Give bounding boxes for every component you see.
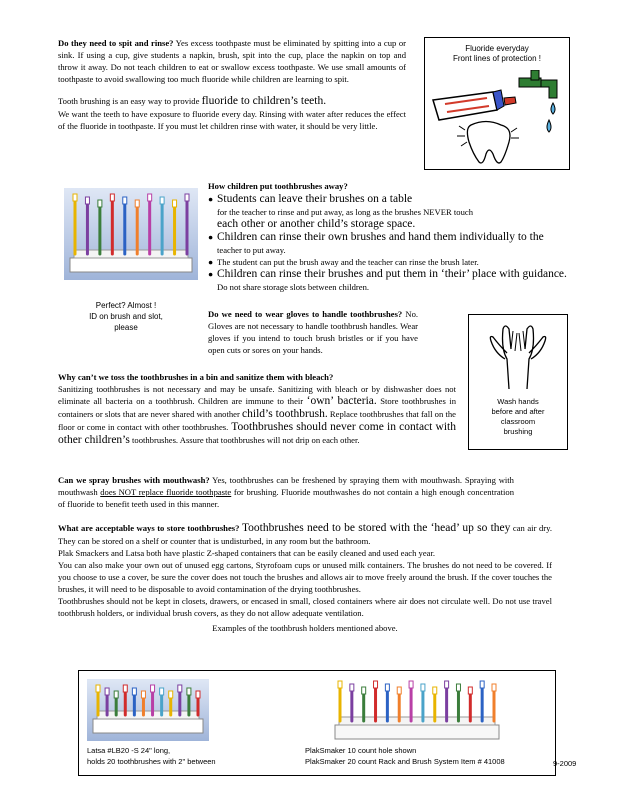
- q4-text-c: Store toothbrushes in containers or slots that are never shared with another: [58, 396, 456, 419]
- q2-bullet-4: ● Children can rinse their brushes and put them in ‘their’ place with guidance. Do not share storage slots between children.: [208, 268, 567, 292]
- caption-perfect: [66, 300, 186, 333]
- toothbrush-head: [480, 681, 484, 688]
- q6-title: What are acceptable ways to store toothbrushes?: [58, 523, 240, 533]
- toothbrush-rack-photo-1: [64, 188, 198, 280]
- fluoride-line2: Front lines of protection !: [452, 54, 542, 63]
- toothbrush-head: [385, 684, 389, 691]
- toothbrush-head: [374, 681, 378, 688]
- q4-title: Why can’t we toss the toothbrushes in a bin and sanitize them with bleach?: [58, 372, 334, 382]
- q1-text1: Yes excess toothpaste must be eliminated by spitting into a cup or sink. If using a cup, give students a napkin, brush, spit into the cup, place the napkin on top and throw it away. Do not teach children to eat or swallow excess toothpaste. We use small amounts of toothpaste to avoid swallowing too much fluoride while children are learning to spit.: [58, 38, 406, 84]
- toothbrush-head: [73, 194, 77, 201]
- toothbrush-head: [445, 681, 449, 688]
- q1-text3: We want the teeth to have exposure to fluoride every day. Rinsing with water after reduces the effect of the fluoride in toothpaste. If you must let children rinse with water, it should be very little.: [58, 109, 406, 131]
- latsa-rack-photo: [87, 679, 209, 741]
- toothbrush-head: [132, 688, 136, 695]
- toothpaste-tube-icon: [433, 90, 516, 120]
- fluoride-box: [424, 37, 570, 170]
- toothbrush-head: [397, 687, 401, 694]
- tooth-icon: [457, 122, 519, 164]
- toothbrush-rack-1-illustration: [64, 188, 198, 280]
- toothbrush-head: [141, 691, 145, 698]
- latsa-rack-illustration: [87, 679, 209, 741]
- toothbrush-head: [187, 688, 191, 695]
- q5-text-b: for brushing. Fluoride mouthwashes do not contain a high enough concentration of fluoride to benefit teeth used in this manner.: [58, 487, 515, 509]
- caption-perfect-line2: ID on brush and slot,: [89, 312, 163, 321]
- toothbrush-head: [85, 197, 89, 204]
- examples-box: [78, 670, 556, 776]
- q2-title: How children put toothbrushes away?: [208, 181, 348, 191]
- q2-bullet-1: ● Students can leave their brushes on a table for the teacher to rinse and put away, as long as the brushes NEVER touch each other or another child’s storage space.: [208, 193, 473, 230]
- hands-line1: Wash hands: [497, 397, 539, 406]
- plaksmacker-rack-illustration: [329, 675, 505, 747]
- toothbrush-head: [185, 194, 189, 201]
- q6-text1: can air dry. They can be stored on a shelf or counter that is undisturbed, in any room but the bathroom.: [58, 523, 552, 546]
- q4-text-a: Sanitizing toothbrushes is not necessary and may be unsafe. Sanitizing with bleach or by dishwasher does not eliminate all bacteria on a toothbrush. Children are immune to their: [58, 384, 456, 406]
- q3-section: [208, 308, 418, 356]
- q2-bullet-3: ● The student can put the brush away and the teacher can rinse the brush later.: [208, 257, 479, 267]
- toothbrush-head: [160, 197, 164, 204]
- toothbrush-head: [123, 685, 127, 692]
- q4-text-d: child’s toothbrush.: [242, 408, 328, 420]
- toothbrush-head: [123, 197, 127, 204]
- plaksmacker-line2: PlakSmaker 20 count Rack and Brush System Item # 41008: [305, 757, 505, 766]
- date-stamp: 9-2009: [553, 759, 577, 768]
- toothbrush-head: [135, 200, 139, 207]
- toothbrush-head: [98, 200, 102, 207]
- q5-text-underlined: does NOT replace fluoride toothpaste: [100, 487, 232, 497]
- toothbrush-head: [114, 691, 118, 698]
- q6-text3: You can also make your own out of unused egg cartons, Styrofoam cups or unused milk containers. The brushes do not need to be covered. If you choose to use a cover, be sure the cover does not touch the brushes and allows air to move freely around the brush. If the cover touches the brushes, it will need to be disposable to avoid contamination of the drying toothbrushes.: [58, 560, 552, 594]
- q4-text-e: Replace toothbrushes that fall on the floor or come in contact with other toothbrushes.: [58, 409, 456, 432]
- latsa-line2: holds 20 toothbrushes with 2" between: [87, 757, 216, 766]
- toothbrush-head: [350, 684, 354, 691]
- toothbrush-head: [169, 691, 173, 698]
- toothbrush-head: [409, 681, 413, 688]
- plaksmacker-rack-photo: [329, 675, 505, 747]
- q1-text2a: Tooth brushing is an easy way to provide: [58, 96, 202, 106]
- q4-text-b: ‘own’ bacteria.: [306, 395, 377, 407]
- toothbrush-head: [151, 685, 155, 692]
- q4-section: [58, 371, 456, 447]
- toothbrush-head: [456, 684, 460, 691]
- hands-line3: classroom: [500, 417, 536, 426]
- latsa-line1: Latsa #LB20 -S 24" long,: [87, 746, 171, 755]
- q1-section: [58, 37, 406, 132]
- toothbrush-head: [96, 685, 100, 692]
- q2-bullet-2: ● Children can rinse their own brushes and hand them individually to the teacher to put away.: [208, 231, 544, 255]
- q5-title: Can we spray brushes with mouthwash?: [58, 475, 210, 485]
- q6-examples: Examples of the toothbrush holders mentioned above.: [212, 623, 398, 633]
- toothbrush-head: [362, 687, 366, 694]
- hands-line2: before and after: [491, 407, 545, 416]
- toothbrush-head: [160, 688, 164, 695]
- q4-text-g: toothbrushes. Assure that toothbrushes will not drip on each other.: [132, 435, 360, 445]
- toothbrush-head: [468, 687, 472, 694]
- toothbrush-head: [173, 200, 177, 207]
- praying-hands-icon: [479, 319, 557, 393]
- q6-section: [58, 522, 552, 634]
- fluoride-line1: Fluoride everyday: [465, 44, 529, 53]
- toothbrush-head: [110, 194, 114, 201]
- q4-text-f: Toothbrushes should never come in contact with other children’s: [58, 421, 456, 446]
- q6-text2: Plak Smackers and Latsa both have plastic Z-shaped containers that can be easily cleaned and used each year.: [58, 548, 436, 558]
- caption-perfect-line3: please: [114, 323, 138, 332]
- toothbrush-head: [433, 687, 437, 694]
- q1-title: Do they need to spit and rinse?: [58, 38, 174, 48]
- toothbrush-head: [148, 194, 152, 201]
- toothbrush-head: [178, 685, 182, 692]
- caption-perfect-line1: Perfect? Almost !: [95, 301, 157, 310]
- fluoride-illustration: [431, 70, 563, 165]
- q6-text4: Toothbrushes should not be kept in closets, drawers, or encased in small, closed containers where air does not circulate well. Do not use travel toothbrush holders, or individual brush covers, as they do not allow adequate ventilation.: [58, 596, 552, 618]
- q1-text2b: fluoride to children’s teeth.: [201, 95, 327, 107]
- faucet-icon: [519, 70, 557, 132]
- q3-text: No. Gloves are not necessary to handle toothbrush handles. Wear gloves if you intend to touch brush bristles or if you have open cuts or sores on your hands.: [208, 309, 419, 355]
- toothbrush-head: [196, 691, 200, 698]
- q5-text-a: Yes, toothbrushes can be freshened by spraying them with mouthwash. Spraying with mouthwash: [58, 475, 514, 497]
- q5-section: [58, 474, 514, 510]
- q2-section: [208, 180, 580, 293]
- q3-title: Do we need to wear gloves to handle toothbrushes?: [208, 309, 403, 319]
- toothbrush-head: [492, 684, 496, 691]
- toothbrush-head: [421, 684, 425, 691]
- plaksmacker-line1: PlakSmaker 10 count hole shown: [305, 746, 417, 755]
- hands-box: [468, 314, 568, 450]
- q6-lead: Toothbrushes need to be stored with the ‘head’ up so they: [241, 522, 511, 534]
- hands-line4: brushing: [503, 427, 533, 436]
- toothbrush-head: [338, 681, 342, 688]
- toothbrush-head: [105, 688, 109, 695]
